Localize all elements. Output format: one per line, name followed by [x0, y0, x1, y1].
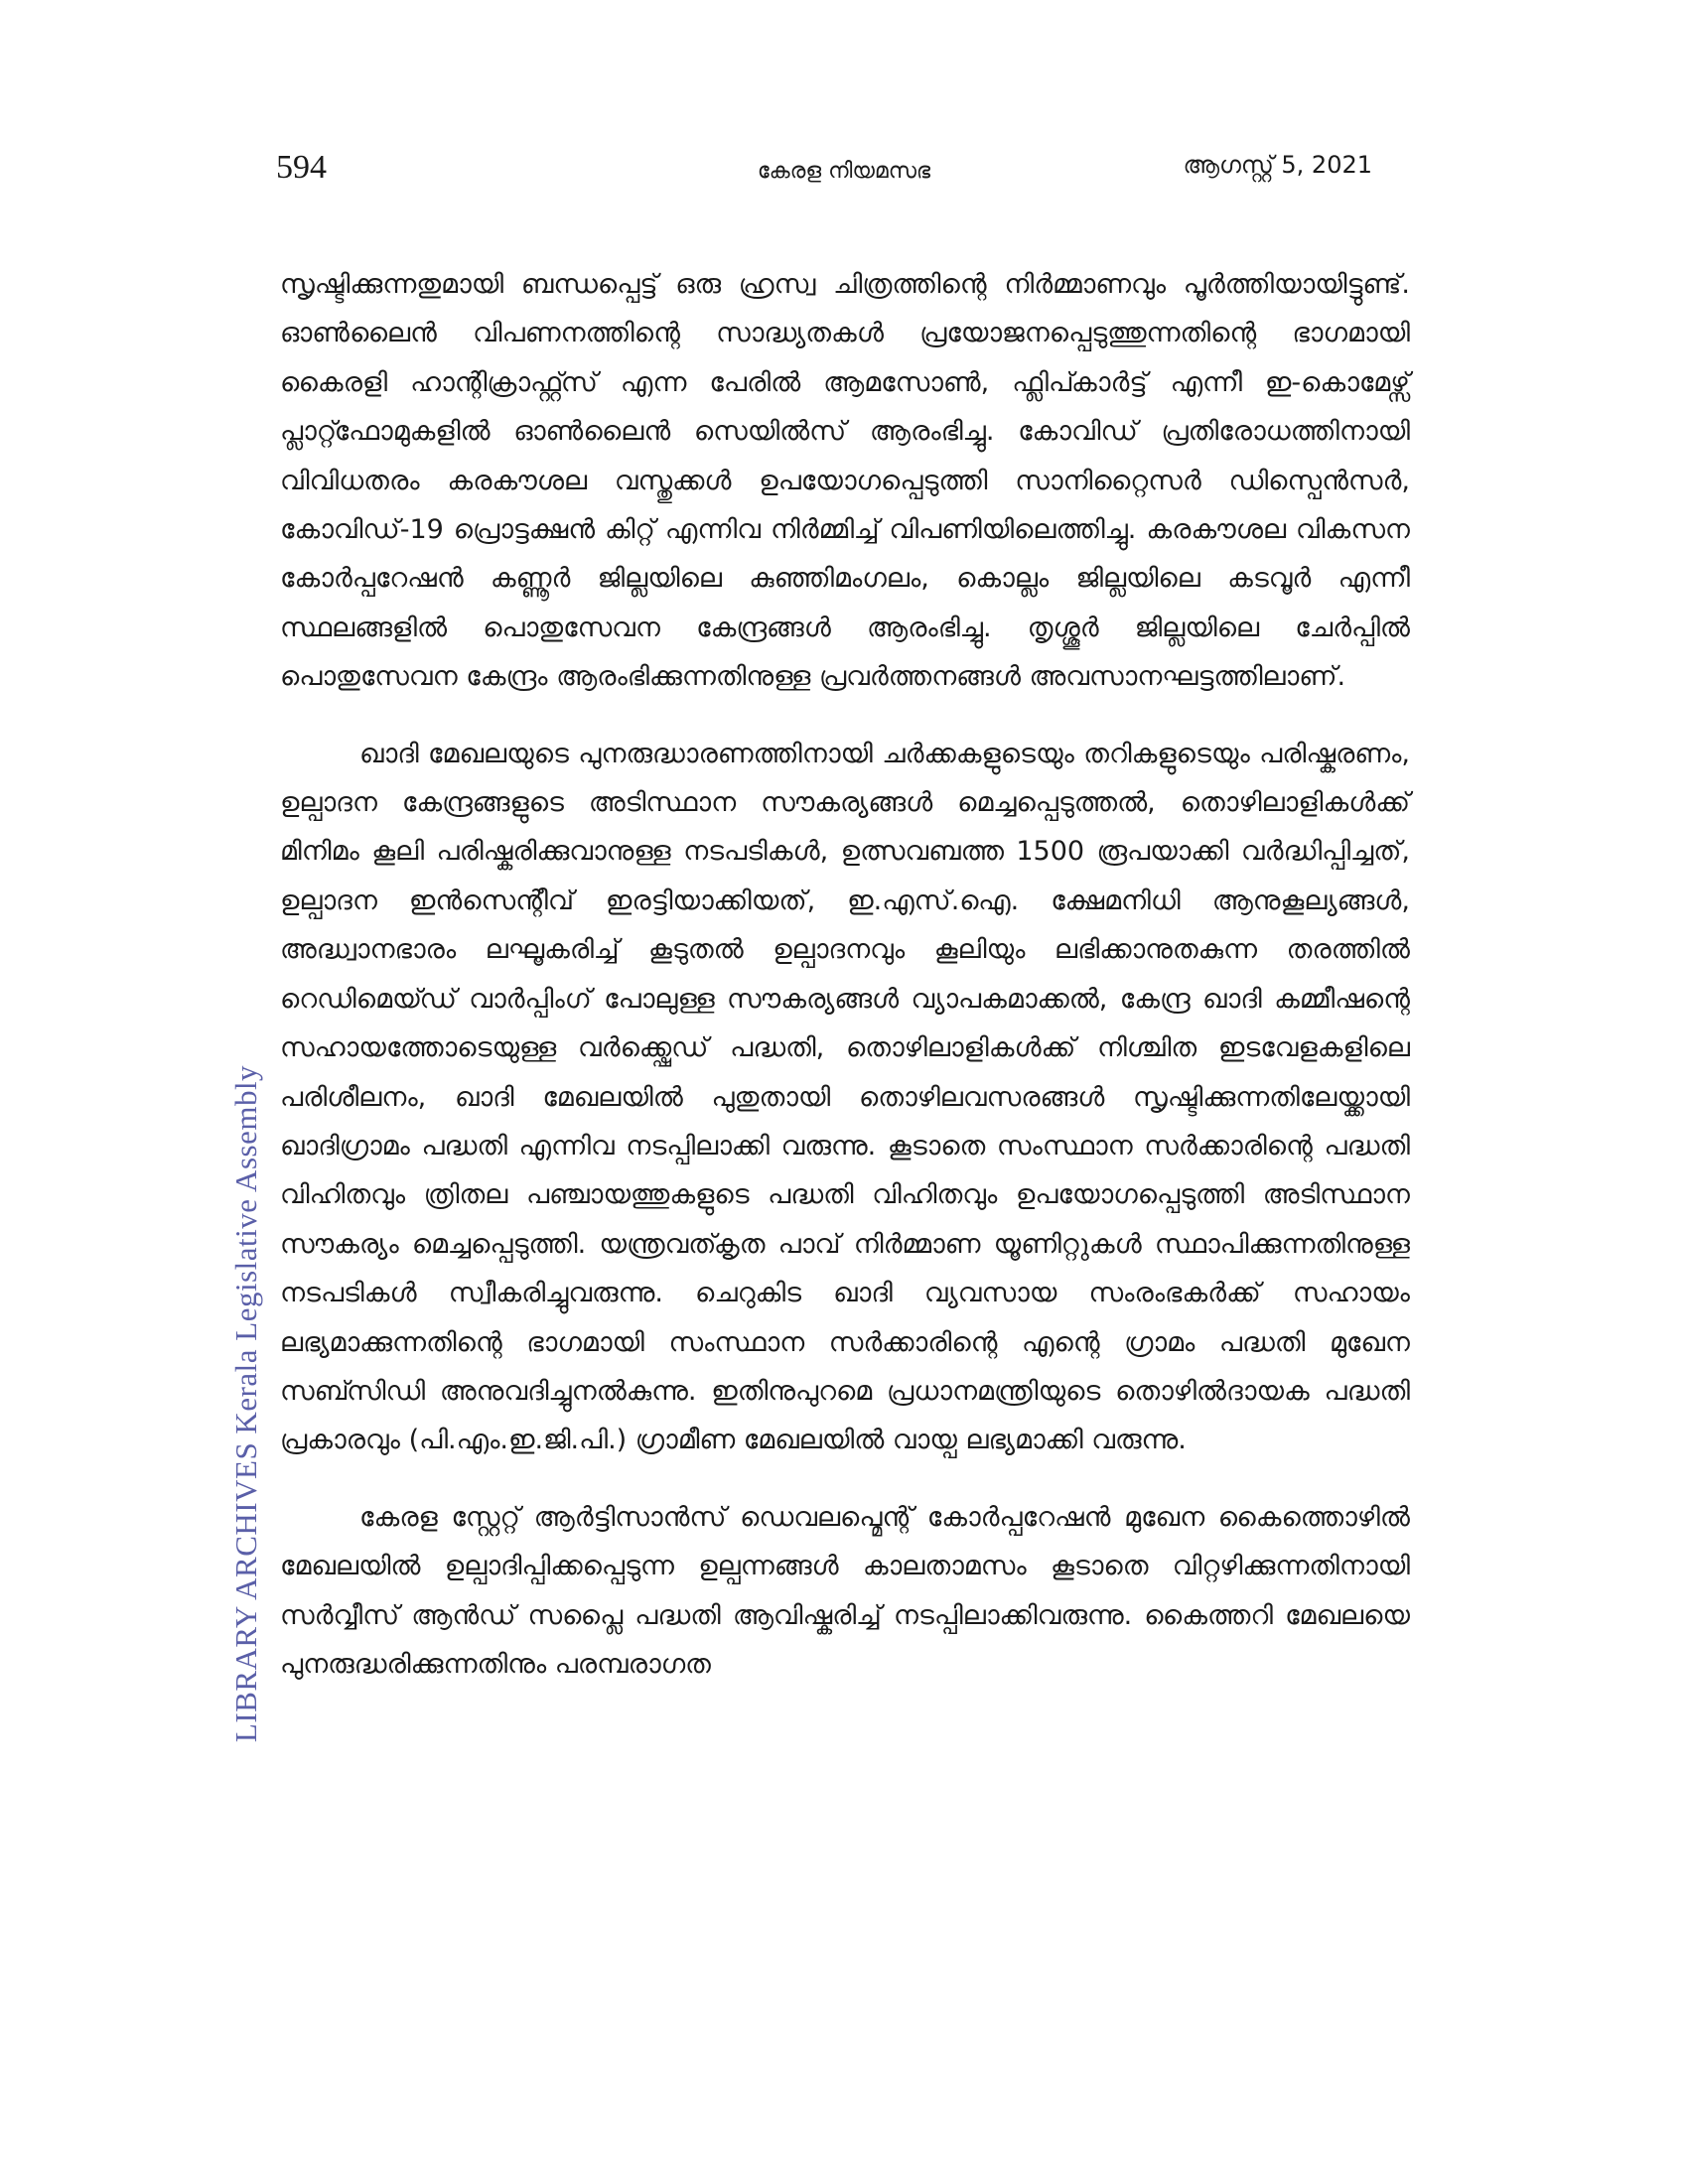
page-number: 594 [276, 149, 327, 186]
paragraph-artisans: കേരള സ്റ്റേറ്റ് ആർട്ടിസാൻസ് ഡെവലപ്മെന്റ് കോർപ്പറേഷൻ മുഖേന കൈത്തൊഴിൽ മേഖലയിൽ ഉല്പാദിപ്പിക്കപ്പെടുന്ന ഉല്പന്നങ്ങൾ കാലതാമസം കൂടാതെ വിറ്റഴിക്കുന്നതിനായി സർവ്വീസ് ആൻഡ് സപ്ലൈ പദ്ധതി ആവിഷ്കരിച്ച് നടപ്പിലാക്കിവരുന്നു. കൈത്തറി മേഖലയെ പുനരുദ്ധരിക്കുന്നതിനും പരമ്പരാഗത [280, 1501, 1410, 1680]
running-date: ആഗസ്റ്റ് 5, 2021 [1183, 151, 1372, 179]
paragraph-khadi: ഖാദി മേഖലയുടെ പുനരുദ്ധാരണത്തിനായി ചർക്കകളുടെയും തറികളുടെയും പരിഷ്കരണം, ഉല്പാദന കേന്ദ്രങ്ങളുടെ അടിസ്ഥാന സൗകര്യങ്ങൾ മെച്ചപ്പെടുത്തൽ, തൊഴിലാളികൾക്ക് മിനിമം കൂലി പരിഷ്കരിക്കുവാനുള്ള നടപടികൾ, ഉത്സവബത്ത 1500 രൂപയാക്കി വർദ്ധിപ്പിച്ചത്, ഉല്പാദന ഇൻസെന്റീവ് ഇരട്ടിയാക്കിയത്, ഇ.എസ്.ഐ. ക്ഷേമനിധി ആനുകൂല്യങ്ങൾ, അദ്ധ്വാനഭാരം ലഘൂകരിച്ച് കൂടുതൽ ഉല്പാദനവും കൂലിയും ലഭിക്കാനുതകുന്ന തരത്തിൽ റെഡിമെയ്ഡ് വാർപ്പിംഗ് പോലുള്ള സൗകര്യങ്ങൾ വ്യാപകമാക്കൽ, കേന്ദ്ര ഖാദി കമ്മീഷന്റെ സഹായത്തോടെയുള്ള വർക്ക്ഷെഡ് പദ്ധതി, തൊഴിലാളികൾക്ക് നിശ്ചിത ഇടവേളകളിലെ പരിശീലനം, ഖാദി മേഖലയിൽ പുതുതായി തൊഴിലവസരങ്ങൾ സൃഷ്ടിക്കുന്നതിലേയ്ക്കായി ഖാദിഗ്രാമം പദ്ധതി എന്നിവ നടപ്പിലാക്കി വരുന്നു. കൂടാതെ സംസ്ഥാന സർക്കാരിന്റെ പദ്ധതി വിഹിതവും ത്രിതല പഞ്ചായത്തുകളുടെ പദ്ധതി വിഹിതവും ഉപയോഗപ്പെടുത്തി അടിസ്ഥാന സൗകര്യം മെച്ചപ്പെടുത്തി. യന്ത്രവത്കൃത പാവ് നിർമ്മാണ യൂണിറ്റുകൾ സ്ഥാപിക്കുന്നതിനുള്ള നടപടികൾ സ്വീകരിച്ചുവരുന്നു. ചെറുകിട ഖാദി വ്യവസായ സംരംഭകർക്ക് സഹായം ലഭ്യമാക്കുന്നതിന്റെ ഭാഗമായി സംസ്ഥാന സർക്കാരിന്റെ എന്റെ ഗ്രാമം പദ്ധതി മുഖേന സബ്സിഡി അനുവദിച്ചുനൽകുന്നു. ഇതിനുപുറമെ പ്രധാനമന്ത്രിയുടെ തൊഴിൽദായക പദ്ധതി പ്രകാരവും (പി.എം.ഇ.ജി.പി.) ഗ്രാമീണ മേഖലയിൽ വായ്പ ലഭ്യമാക്കി വരുന്നു. [280, 738, 1410, 1456]
running-title: കേരള നിയമസഭ [757, 159, 931, 184]
body-text [280, 260, 1410, 1689]
archive-watermark: LIBRARY ARCHIVES Kerala Legislative Assembly [228, 1064, 263, 1743]
paragraph-continued: സൃഷ്ടിക്കുന്നതുമായി ബന്ധപ്പെട്ട് ഒരു ഹ്രസ്വ ചിത്രത്തിന്റെ നിർമ്മാണവും പൂർത്തിയായിട്ടുണ്ട്. ഓൺലൈൻ വിപണനത്തിന്റെ സാദ്ധ്യതകൾ പ്രയോജനപ്പെടുത്തുന്നതിന്റെ ഭാഗമായി കൈരളി ഹാന്റിക്രാഫ്റ്റ്സ് എന്ന പേരിൽ ആമസോൺ, ഫ്ലിപ്കാർട്ട് എന്നീ ഇ-കൊമേഴ്സ് പ്ലാറ്റ്ഫോമുകളിൽ ഓൺലൈൻ സെയിൽസ് ആരംഭിച്ചു. കോവിഡ് പ്രതിരോധത്തിനായി വിവിധതരം കരകൗശല വസ്തുക്കൾ ഉപയോഗപ്പെടുത്തി സാനിറ്റൈസർ ഡിസ്പെൻസർ, കോവിഡ്-19 പ്രൊട്ടക്ഷൻ കിറ്റ് എന്നിവ നിർമ്മിച്ച് വിപണിയിലെത്തിച്ചു. കരകൗശല വികസന കോർപ്പറേഷൻ കണ്ണൂർ ജില്ലയിലെ കുഞ്ഞിമംഗലം, കൊല്ലം ജില്ലയിലെ കടവൂർ എന്നീ സ്ഥലങ്ങളിൽ പൊതുസേവന കേന്ദ്രങ്ങൾ ആരംഭിച്ചു. തൃശ്ശൂർ ജില്ലയിലെ ചേർപ്പിൽ പൊതുസേവന കേന്ദ്രം ആരംഭിക്കുന്നതിനുള്ള പ്രവർത്തനങ്ങൾ അവസാനഘട്ടത്തിലാണ്. [280, 269, 1410, 693]
